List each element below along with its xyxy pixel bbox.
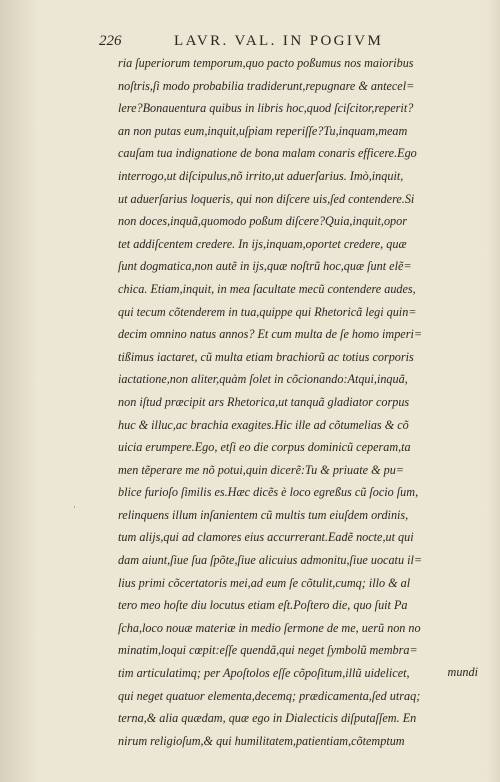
- text-line: tum alijs,qui ad clamores eius accurrerant.Eadẽ nocte,ut qui: [118, 530, 414, 545]
- margin-mark: ·: [73, 502, 76, 512]
- text-line: qui tecum cõtenderem in tua,quippe qui Rhetoricã legi quin=: [118, 304, 417, 319]
- text-line: non iſtud præcipit ars Rhetorica,ut tanquã gladiator corpus: [118, 394, 410, 409]
- text-line: ſunt dogmatica,non autẽ in ijs,quæ noſtrũ hoc,quæ ſunt elẽ=: [118, 259, 412, 274]
- body-text: [118, 52, 484, 752]
- page-number: 226: [99, 33, 122, 49]
- text-line: relinquens illum inſanientem cũ multis tum eiuſdem ordinis,: [118, 507, 409, 522]
- text-line: decim omnino natus annos? Et cum multa de ſe homo imperi=: [118, 327, 423, 342]
- text-line: non doces,inquã,quomodo poßum diſcere?Quia,inquit,opor: [118, 214, 407, 229]
- text-line: dam aiunt,ſiue ſua ſpõte,ſiue alicuius admonitu,ſiue uocatu il=: [118, 553, 423, 568]
- running-head: LAVR. VAL. IN POGIVM: [174, 33, 384, 49]
- text-line: interrogo,ut diſcipulus,nõ irrito,ut aduerſarius. Imò,inquit,: [118, 168, 404, 183]
- text-line: tero meo hoſte diu locutus etiam eſt.Poſtero die, quo ſuit Pa: [118, 598, 408, 613]
- text-line: chica. Etiam,inquit, in mea ſacultate mecũ contendere audes,: [118, 281, 416, 296]
- text-line: noſtris,ſi modo probabilia tradiderunt,repugnare & antecel=: [118, 78, 415, 93]
- text-line: ut aduerſarius loqueris, qui non diſcere uis,ſed contendere.Si: [118, 191, 415, 206]
- text-line: an non putas eum,inquit,uſpiam reperiſſe?Tu,inquam,meam: [118, 123, 408, 138]
- text-line: huc & illuc,ac brachia exagites.Hic ille ad cõtumelias & cõ: [118, 417, 409, 432]
- text-line: iactatione,non aliter,quàm ſolet in cõcionando:Atqui,inquã,: [118, 372, 408, 387]
- page-header: [99, 33, 499, 51]
- catchword: mundi: [447, 665, 478, 679]
- text-line: men tẽperare me nõ potui,quin dicerẽ:Tu & priuate & pu=: [118, 462, 405, 477]
- text-line: tet addiſcentem credere. In ijs,inquam,oportet credere, quæ: [118, 236, 407, 251]
- text-line: lius primi cõcertatoris mei,ad eum ſe cõtulit,cumq; illo & al: [118, 575, 411, 590]
- text-line: tißimus iactaret, cũ multa etiam brachiorũ ac totius corporis: [118, 349, 414, 364]
- text-line: lere?Bonauentura quibus in libris hoc,quod ſciſcitor,reperit?: [118, 101, 414, 116]
- text-line: tim articulatimq; per Apoſtolos eſſe cõpoſitum,illũ uidelicet,: [118, 666, 410, 681]
- text-line: qui neget quatuor elementa,decemq; prædicamenta,ſed utraq;: [118, 688, 421, 703]
- text-line: ſcha,loco nouæ materiæ in medio ſermone de me, uerũ non no: [118, 620, 421, 635]
- text-line: minatim,loqui cœpit:eſſe quendã,qui neget ſymbolũ membra=: [118, 643, 418, 658]
- text-line: nirum religioſum,& qui humilitatem,patientiam,cõtemptum: [118, 733, 405, 748]
- text-line: blice furioſo ſimilis es.Hæc dicẽs è loco egreßus cũ ſocio ſum,: [118, 485, 419, 500]
- text-line: uicia erumpere.Ego, etſi eo die corpus dominicũ ceperam,ta: [118, 440, 411, 455]
- text-line: ria ſuperiorum temporum,quo pacto poßumus nos maioribus: [118, 56, 414, 70]
- text-line: cauſam tua indignatione de bona malam conaris efficere.Ego: [118, 146, 417, 161]
- text-line: terna,& alia quædam, quæ ego in Dialecticis diſputaſſem. En: [118, 711, 417, 726]
